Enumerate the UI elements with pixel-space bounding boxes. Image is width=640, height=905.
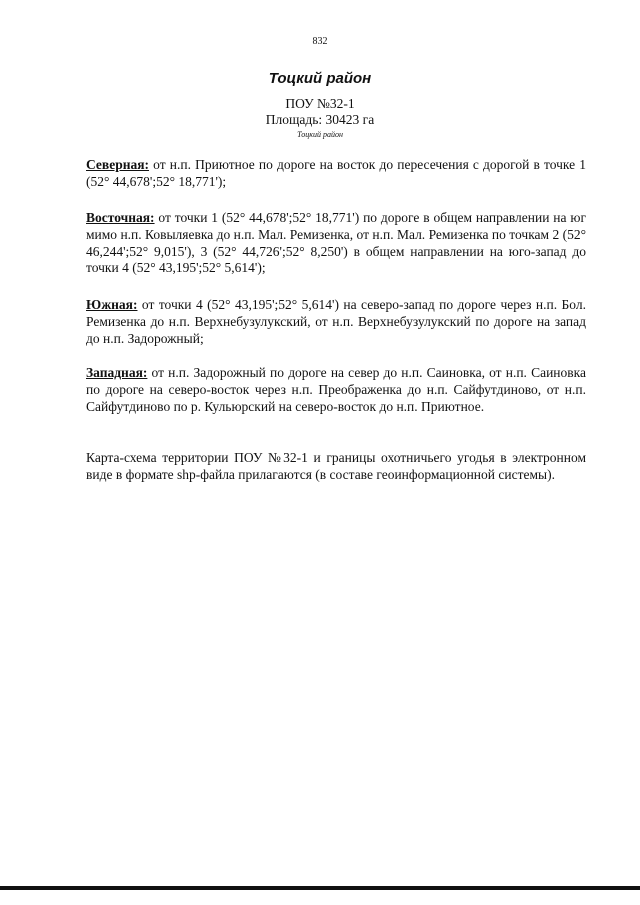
boundary-south-text: от точки 4 (52° 43,195';52° 5,614') на северо-запад по дороге через н.п. Бол. Ремизенка до н.п. Верхнебузулукский, от н.п. Верхнебузулукский по дороге на запад до н.п. Задорожный; — [86, 297, 586, 346]
district-title: Тоцкий район — [268, 70, 372, 87]
boundary-west-text: от н.п. Задорожный по дороге на север до н.п. Саиновка, от н.п. Саиновка по дороге на северо-восток через н.п. Преображенка до н.п. Сайфутдиново, от н.п. Сайфутдиново по р. Кульюрский на северо-восток до н.п. Приютное. — [86, 365, 586, 414]
boundary-south-label: Южная: — [86, 297, 138, 312]
bottom-rule — [0, 886, 640, 890]
map-note: Карта-схема территории ПОУ №32-1 и границы охотничьего угодья в электронном виде в формате shp-файла прилагаются (в составе геоинформационной системы). — [86, 450, 586, 482]
boundary-north-label: Северная: — [86, 157, 150, 172]
boundary-north-text: от н.п. Приютное по дороге на восток до пересечения с дорогой в точке 1 (52° 44,678';52° 18,771'); — [86, 157, 586, 189]
pou-number: ПОУ №32-1 — [285, 96, 355, 111]
boundary-north — [86, 157, 586, 191]
district-subtitle: Тоцкий район — [297, 130, 343, 139]
boundary-west-label: Западная: — [86, 365, 148, 380]
page-number: 832 — [312, 36, 328, 47]
boundary-west — [86, 365, 586, 415]
boundary-east-label: Восточная: — [86, 210, 155, 225]
boundary-east — [86, 210, 586, 277]
boundary-south — [86, 297, 586, 347]
area-value: Площадь: 30423 га — [265, 112, 375, 127]
boundary-east-text: от точки 1 (52° 44,678';52° 18,771') по дороге в общем направлении на юг мимо н.п. Ковыляевка до н.п. Мал. Ремизенка, от н.п. Мал. Ремизенка по точкам 2 (52° 46,244';52° 9,015'), 3 (52° 44,726';52° 8,250') в общем направлении на юго-запад до точки 4 (52° 43,195';52° 5,614'); — [86, 210, 586, 276]
